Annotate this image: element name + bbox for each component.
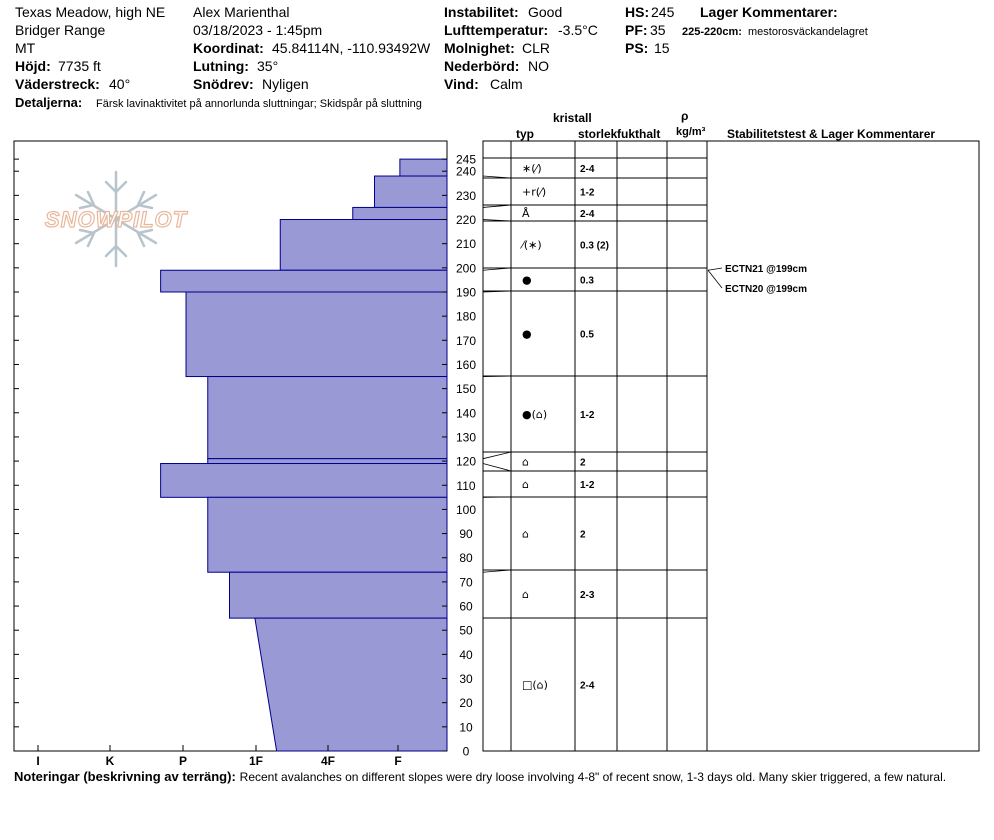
crystal-type-symbol: Å	[522, 207, 530, 220]
depth-tick-label: 190	[455, 285, 477, 300]
stability-test-label: ECTN21 @199cm	[725, 264, 808, 275]
instability-value: Good	[528, 4, 563, 20]
rho-header: ρ	[681, 109, 689, 123]
notes-text: Recent avalanches on different slopes were dry loose involving 4-8" of recent snow, 1-3 days old. Many skier triggered, a few natural.	[239, 770, 947, 784]
layer-comment-text: mestorosväckandelagret	[748, 26, 868, 38]
layer-rows	[483, 158, 707, 751]
column-dividers	[511, 141, 707, 751]
sky-label: Molnighet:	[444, 40, 515, 56]
depth-tick-label: 130	[455, 430, 477, 445]
crystal-size-value: 0.3 (2)	[580, 240, 609, 252]
depth-tick-label: 70	[459, 575, 473, 590]
stability-tests	[708, 264, 807, 295]
hardness-tick-label: 1F	[248, 754, 264, 768]
crystal-size-value: 2-4	[580, 164, 595, 175]
aspect-label: Väderstreck:	[15, 76, 100, 92]
depth-tick-label: 20	[459, 696, 473, 711]
hardness-bar	[280, 220, 447, 271]
depth-tick-label: 110	[456, 478, 476, 493]
range-text: Bridger Range	[15, 22, 106, 38]
wind-loading-value: Nyligen	[262, 76, 309, 92]
location-text: Texas Meadow, high NE	[15, 4, 166, 20]
hardness-tick-label: K	[105, 754, 115, 768]
crystal-type-symbol: ⌂	[522, 455, 529, 469]
hardness-tick-label: F	[394, 754, 402, 768]
elevation-label: Höjd:	[15, 58, 51, 74]
crystal-type-symbol: ●(⌂)	[522, 408, 548, 421]
depth-tick-label: 140	[455, 406, 477, 421]
crystal-type-symbol: ∗(⁄)	[522, 162, 542, 175]
coord-value: 45.84114N, -110.93492W	[272, 40, 431, 56]
stability-test-pointer	[708, 268, 722, 270]
hardness-bar	[208, 497, 447, 572]
crystal-type-symbol: ●	[522, 273, 532, 287]
details-text: Färsk lavinaktivitet på annorlunda sluttningar; Skidspår på sluttning	[96, 98, 422, 110]
crystal-type-symbol: +r(⁄)	[522, 185, 547, 199]
depth-tick-label: 170	[455, 333, 477, 348]
depth-tick-label: 50	[459, 623, 473, 638]
hardness-bar	[375, 176, 448, 207]
notes-row	[14, 768, 946, 785]
crystal-header: kristall	[553, 111, 592, 125]
crystal-type-symbol: ⌂	[522, 478, 529, 491]
crystal-size-value: 2	[580, 529, 586, 541]
crystal-size-value: 2-4	[580, 680, 595, 692]
layer-connector	[483, 464, 511, 471]
hardness-bar	[161, 270, 447, 292]
hardness-bar	[161, 464, 447, 498]
depth-tick-label: 60	[459, 599, 473, 614]
type-header: typ	[516, 127, 534, 141]
moisture-header: fukthalt	[617, 127, 661, 141]
depth-tick-label: 245	[455, 152, 477, 167]
pf-value: 35	[650, 22, 666, 38]
crystal-size-value: 0.5	[580, 329, 594, 341]
crystal-size-value: 0.3	[580, 275, 594, 287]
crystal-size-value: 1-2	[580, 410, 595, 421]
elevation-value: 7735 ft	[58, 58, 101, 74]
sky-value: CLR	[522, 40, 551, 56]
crystal-size-value: 2	[580, 457, 586, 469]
snowpilot-logo	[45, 172, 188, 266]
stability-header: Stabilitetstest & Lager Kommentarer	[727, 127, 936, 141]
depth-tick-label: 180	[455, 309, 477, 324]
hardness-bar	[255, 618, 447, 751]
hardness-tick-label: I	[36, 754, 40, 768]
layer-comments-label: Lager Kommentarer:	[700, 4, 838, 20]
crystal-size-value: 1-2	[580, 187, 595, 199]
aspect-value: 40°	[109, 76, 131, 92]
ps-value: 15	[654, 40, 670, 56]
depth-tick-label: 80	[459, 551, 473, 566]
crystal-type-symbol: □(⌂)	[522, 678, 548, 692]
depth-tick-label: 120	[455, 454, 477, 469]
depth-tick-label: 200	[455, 261, 477, 276]
depth-tick-label: 240	[455, 164, 477, 179]
crystal-type-symbol: ⁄(∗)	[522, 238, 542, 252]
hardness-bars	[161, 159, 447, 751]
ps-label: PS:	[625, 40, 649, 56]
hardness-tick-label: 4F	[320, 754, 336, 768]
crystal-type-symbol: ⌂	[522, 527, 529, 541]
state-text: MT	[15, 40, 36, 56]
depth-tick-label: 210	[455, 237, 477, 252]
depth-tick-label: 0	[462, 744, 470, 759]
depth-tick-label: 30	[459, 672, 473, 687]
stability-test-label: ECTN20 @199cm	[725, 284, 808, 295]
wind-value: Calm	[490, 76, 523, 92]
slope-value: 35°	[257, 58, 279, 74]
logo-text: SNOWPILOT	[44, 207, 188, 232]
hardness-bar	[186, 292, 447, 377]
details-label: Detaljerna:	[15, 95, 83, 110]
crystal-type-symbol: ●	[522, 327, 532, 341]
crystal-size-value: 2-3	[580, 590, 595, 601]
hs-label: HS:	[625, 4, 650, 20]
depth-tick-label: 230	[455, 188, 477, 203]
notes-label: Noteringar (beskrivning av terräng):	[14, 769, 236, 784]
hardness-bar	[353, 207, 447, 219]
wind-loading-label: Snödrev:	[193, 76, 254, 92]
air-temp-label: Lufttemperatur:	[444, 22, 549, 38]
crystal-size-value: 1-2	[580, 480, 595, 491]
hardness-bar	[400, 159, 447, 176]
depth-tick-label: 90	[459, 527, 473, 542]
depth-tick-label: 160	[455, 357, 477, 372]
datetime-text: 03/18/2023 - 1:45pm	[193, 22, 323, 38]
hardness-bar	[230, 572, 448, 618]
size-header: storlek	[578, 127, 618, 141]
hs-value: 245	[651, 4, 675, 20]
wind-label: Vind:	[444, 76, 479, 92]
depth-tick-label: 10	[459, 720, 473, 735]
precip-label: Nederbörd:	[444, 58, 520, 74]
air-temp-value: -3.5°C	[558, 22, 598, 38]
layer-connector	[483, 376, 511, 377]
hardness-tick-label: P	[178, 754, 188, 768]
hardness-bar	[208, 377, 447, 459]
observer-text: Alex Marienthal	[193, 4, 290, 20]
precip-value: NO	[528, 58, 549, 74]
layer-table-frame	[483, 141, 979, 751]
stability-test-pointer	[708, 270, 722, 288]
hardness-bar	[208, 459, 447, 464]
depth-tick-label: 150	[455, 382, 477, 397]
depth-tick-label: 220	[455, 213, 477, 228]
depth-tick-label: 40	[459, 647, 473, 662]
pf-label: PF:	[625, 22, 648, 38]
coord-label: Koordinat:	[193, 40, 264, 56]
crystal-type-symbol: ⌂	[522, 588, 529, 601]
density-header: kg/m³	[676, 126, 706, 138]
layer-comment-depth: 225-220cm:	[682, 26, 742, 38]
depth-tick-label: 100	[455, 502, 477, 517]
slope-label: Lutning:	[193, 58, 249, 74]
instability-label: Instabilitet:	[444, 4, 519, 20]
layer-connector	[483, 452, 511, 459]
crystal-size-value: 2-4	[580, 209, 595, 220]
